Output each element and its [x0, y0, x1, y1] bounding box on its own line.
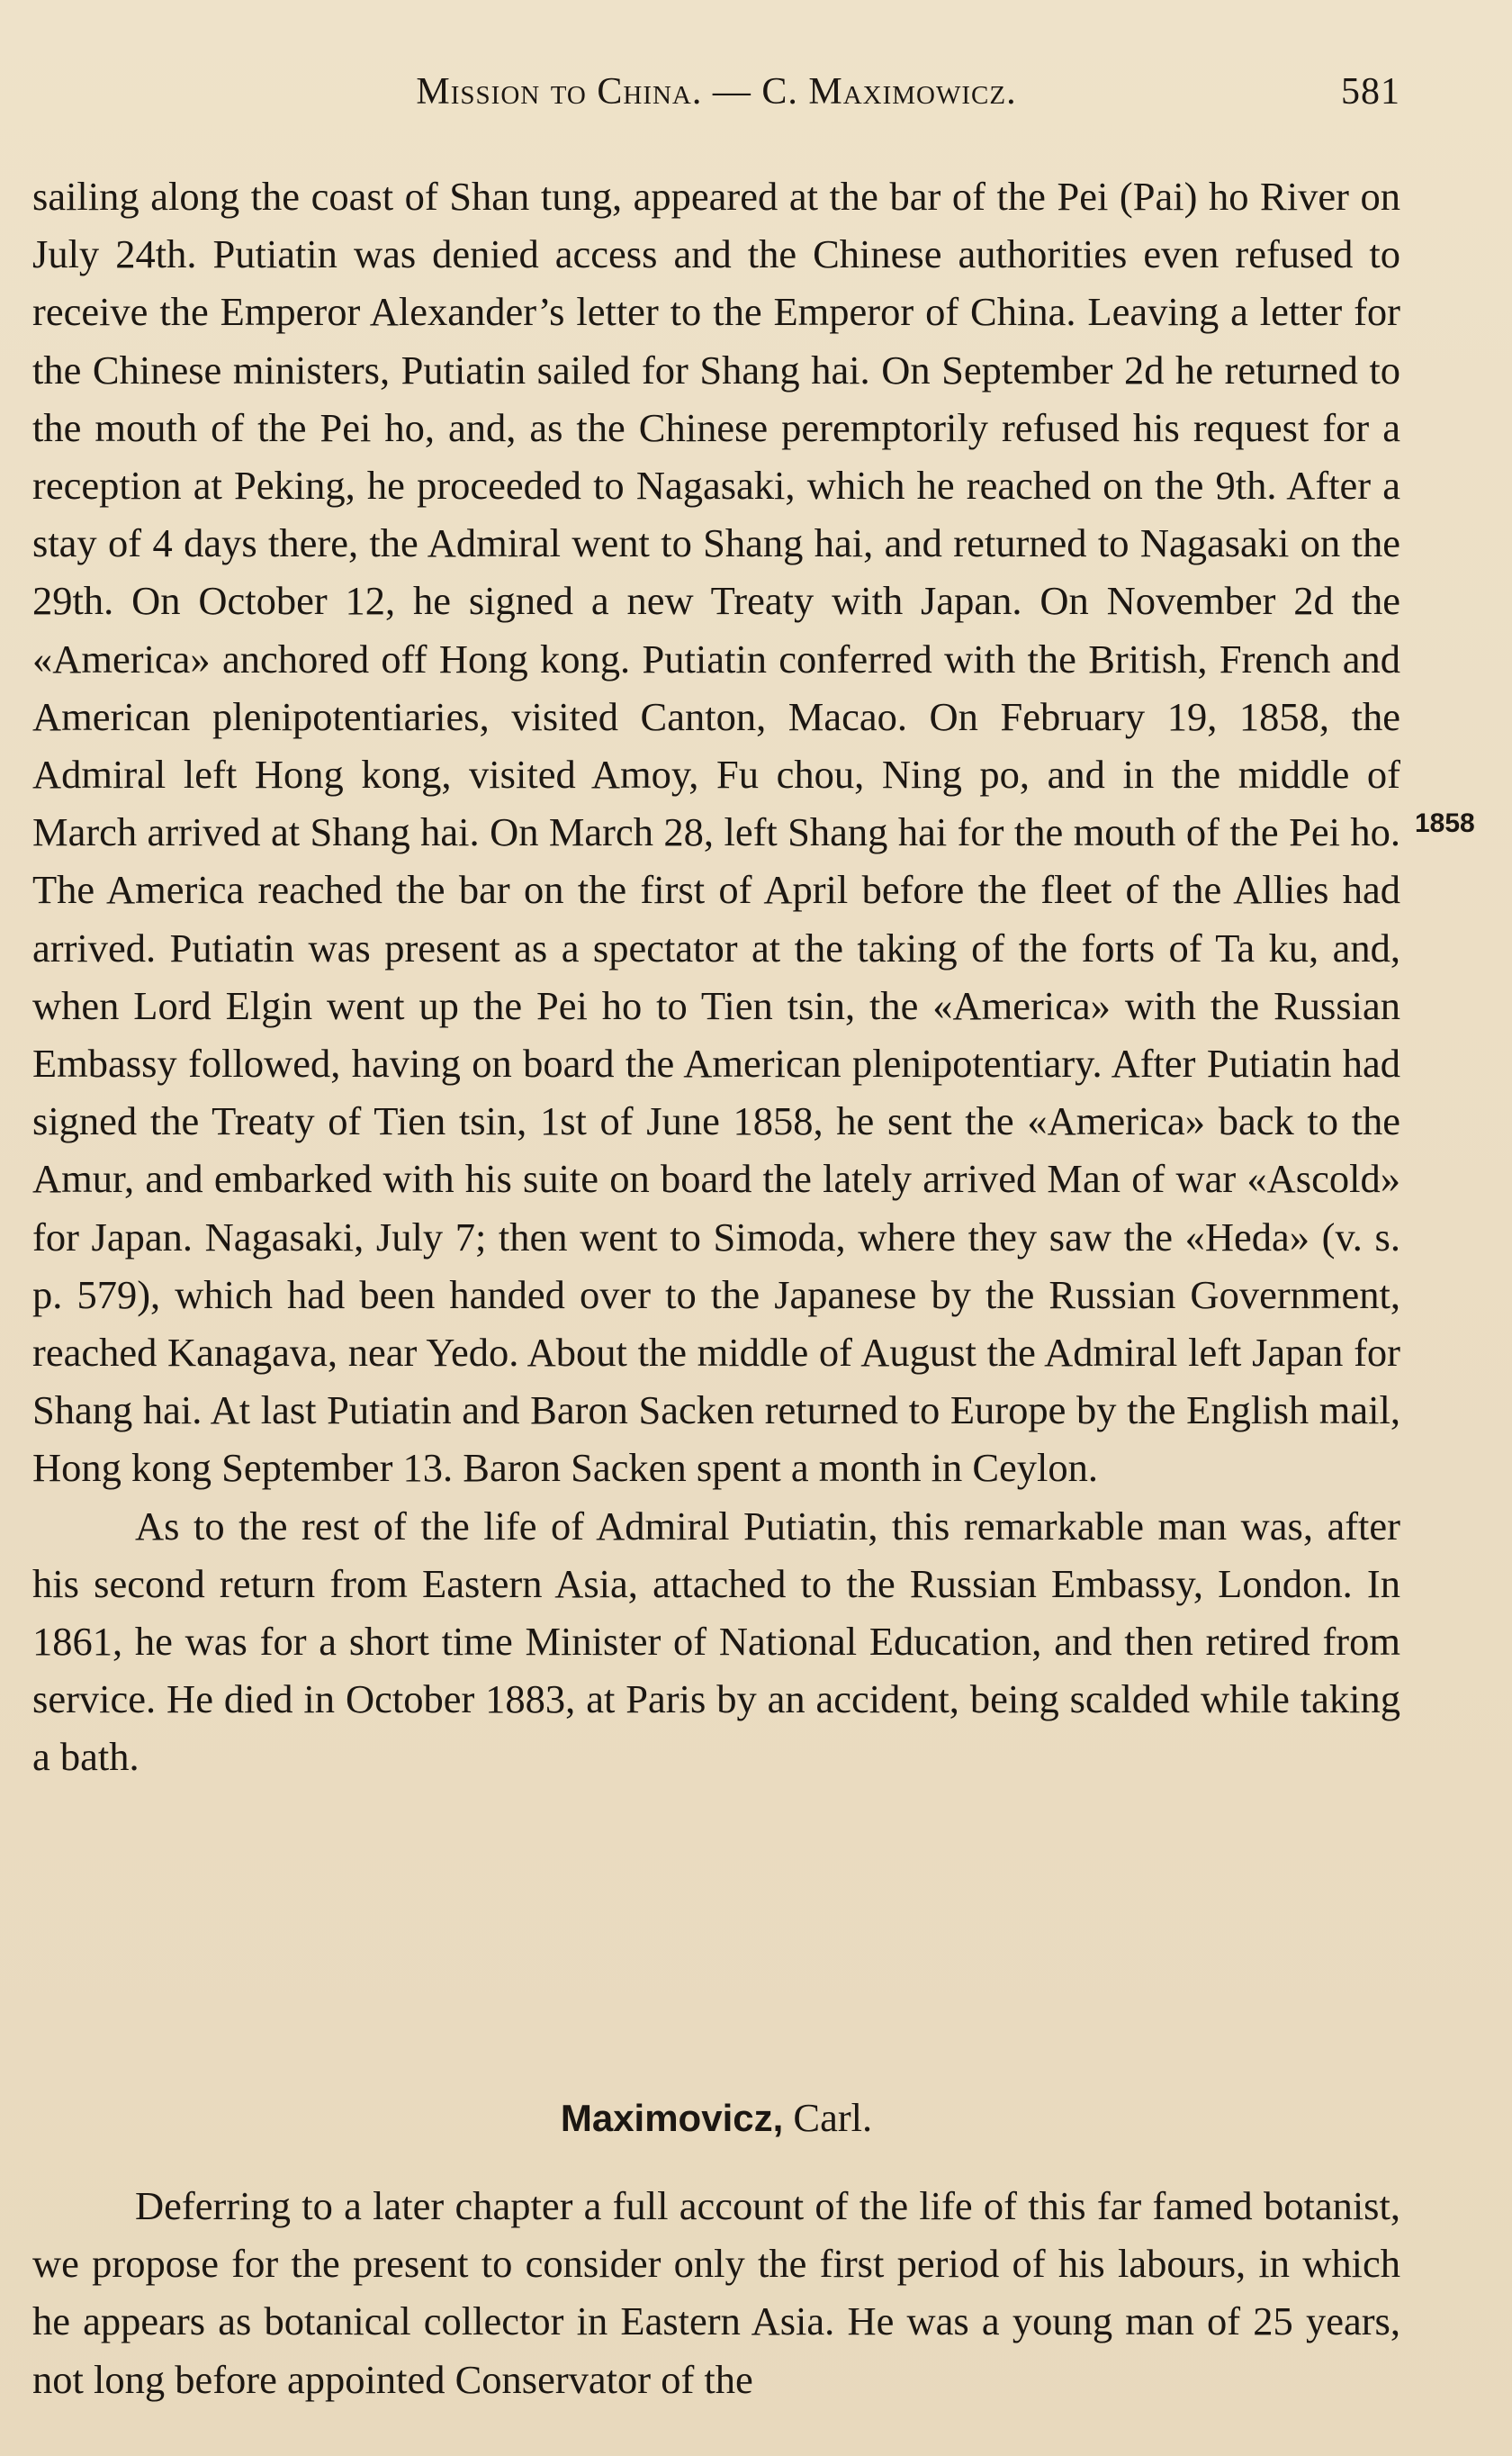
- paragraph-1: sailing along the coast of Shan tung, appeared at the bar of the Pei (Pai) ho River on July 24th. Putiatin was denied access and the Chinese authorities even refused to receive the Emperor Alexander’s letter to the Emperor of China. Leaving a letter for the Chinese ministers, Putiatin sailed for Shang hai. On September 2d he returned to the mouth of the Pei ho, and, as the Chinese peremptorily refused his request for a reception at Peking, he proceeded to Nagasaki, which he reached on the 9th. After a stay of 4 days there, the Admiral went to Shang hai, and returned to Nagasaki on the 29th. On October 12, he signed a new Treaty with Japan. On November 2d the «America» anchored off Hong kong. Putiatin conferred with the British, French and American plenipotentiaries, visited Canton, Macao. On February 19, 1858, the Admiral left Hong kong, visited Amoy, Fu chou, Ning po, and in the middle of March arrived at Shang hai. On March 28, left Shang hai for the mouth of the Pei ho. The America reached the bar on the first of April before the fleet of the Allies had arrived. Putiatin was present as a spectator at the taking of the forts of Ta ku, and, when Lord Elgin went up the Pei ho to Tien tsin, the «America» with the Russian Embassy followed, having on board the American plenipotentiary. After Putiatin had signed the Treaty of Tien tsin, 1st of June 1858, he sent the «America» back to the Amur, and embarked with his suite on board the lately arrived Man of war «Ascold» for Japan. Nagasaki, July 7; then went to Simoda, where they saw the «Heda» (v. s. p. 579), which had been handed over to the Japanese by the Russian Government, reached Kanagava, near Yedo. About the middle of August the Admiral left Japan for Shang hai. At last Putiatin and Baron Sacken returned to Europe by the English mail, Hong kong September 13. Baron Sacken spent a month in Ceylon.: [32, 174, 1400, 1491]
- running-title: Mission to China. — C. Maximowicz.: [416, 71, 1017, 113]
- section-paragraph: Deferring to a later chapter a full account of the life of this far famed botanist, we propose for the present to consider only the first period of his labours, in which he appears as botanical collector in Eastern Asia. He was a young man of 25 years, not long before appointed Conservator of the: [32, 2183, 1400, 2402]
- body-text: [32, 167, 1400, 1786]
- paragraph-2: As to the rest of the life of Admiral Putiatin, this remarkable man was, after his second return from Eastern Asia, attached to the Russian Embassy, London. In 1861, he was for a short time Minister of National Education, and then retired from service. He died in October 1883, at Paris by an accident, being scalded while taking a bath.: [32, 1503, 1400, 1780]
- section-heading: [32, 2094, 1400, 2141]
- section-heading-given-name: Carl.: [793, 2095, 873, 2140]
- page-number: 581: [1341, 71, 1400, 113]
- running-head: [32, 70, 1400, 124]
- section-heading-surname: Maximovicz,: [560, 2097, 784, 2139]
- section-body-text: [32, 2177, 1400, 2408]
- margin-note-year: 1858: [1415, 808, 1475, 838]
